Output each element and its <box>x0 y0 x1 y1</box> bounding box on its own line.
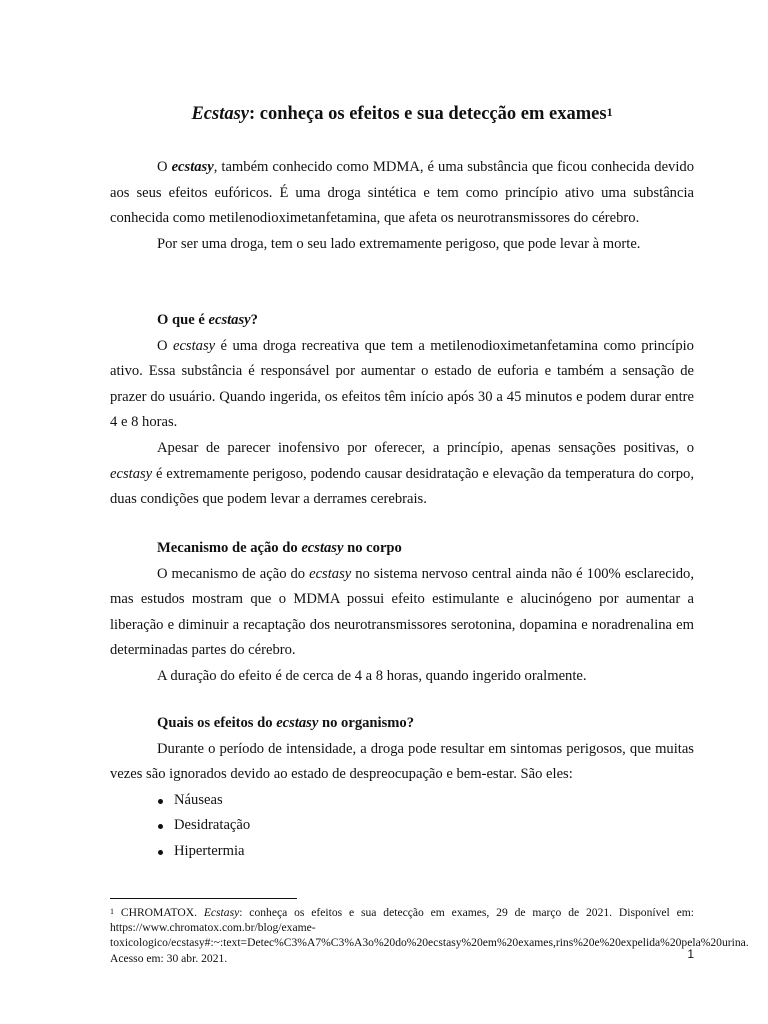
s1p2-text: é extremamente perigoso, podendo causar desidratação e elevação da temperatura do corpo, duas condições que podem levar a derrames cerebrais. <box>110 465 694 508</box>
intro-p1-text: , também conhecido como MDMA, é uma substância que ficou conhecida devido aos seus efeitos eufóricos. É uma droga sintética e tem como princípio ativo uma substância conhecida como metilenodioximetanfetamina, que afeta os neurotransmissores do cérebro. <box>110 159 694 227</box>
section1-paragraph-1 <box>110 334 694 436</box>
list-item: Hipertermia <box>157 839 694 865</box>
section-heading-mechanism <box>110 536 694 562</box>
footnote-emphasis: Ecstasy <box>203 906 240 919</box>
page-number: 1 <box>687 947 694 961</box>
section2-paragraph-2: A duração do efeito é de cerca de 4 a 8 horas, quando ingerido oralmente. <box>157 667 587 684</box>
title-rest: : conheça os efeitos e sua detecção em exames <box>249 104 607 124</box>
list-item: Desidratação <box>157 813 694 839</box>
section3-paragraph-1: Durante o período de intensidade, a droga pode resultar em sintomas perigosos, que muitas vezes são ignorados devido ao estado de despreocupação e bem-estar. São eles: <box>110 740 694 783</box>
heading3-emphasis: ecstasy <box>276 715 319 731</box>
effects-list <box>110 788 694 865</box>
s1p2-emphasis: ecstasy <box>110 465 153 482</box>
footnote-marker: 1 <box>110 907 114 916</box>
section-heading-what-is <box>110 308 694 334</box>
title-italic: Ecstasy <box>191 104 249 124</box>
heading1-lead: O que é <box>157 312 209 328</box>
footnote-text[interactable]: : conheça os efeitos e sua detecção em exames, 29 de março de 2021. Disponível em: https://www.chromatox.com.br/blog/exame-toxicologico/ecstasy#:~:text=Detec%C3%A7%C3%A3o%20do%20ecstasy%20em%20exames,rins%20e%20expelida%20pela%20urina. Acesso em: 30 abr. 2021. <box>110 906 749 965</box>
heading2-emphasis: ecstasy <box>301 540 344 556</box>
title-footnote-ref[interactable]: 1 <box>606 105 613 119</box>
section1-paragraph-2 <box>110 436 694 513</box>
heading2-lead: Mecanismo de ação do <box>157 540 302 556</box>
s1p2-lead: Apesar de parecer inofensivo por oferecer, a princípio, apenas sensações positivas, o <box>157 439 694 456</box>
s2p1-emphasis: ecstasy <box>309 565 352 582</box>
section-heading-effects <box>110 711 694 737</box>
section-effects <box>110 711 694 865</box>
section-what-is <box>110 308 694 513</box>
intro-paragraph-1 <box>110 155 694 232</box>
intro-paragraph-2: Por ser uma droga, tem o seu lado extremamente perigoso, que pode levar à morte. <box>157 235 641 252</box>
section2-paragraph-1 <box>110 562 694 664</box>
s2p1-lead: O mecanismo de ação do <box>157 565 310 582</box>
s1p1-emphasis: ecstasy <box>172 337 216 354</box>
footnote-separator <box>110 898 297 899</box>
heading1-emphasis: ecstasy <box>208 312 251 328</box>
intro-p1-emphasis: ecstasy <box>171 159 214 175</box>
intro-section <box>110 155 694 257</box>
heading3-lead: Quais os efeitos do <box>157 715 277 731</box>
s2p1-text: no sistema nervoso central ainda não é 100% esclarecido, mas estudos mostram que o MDMA possui efeito estimulante e alucinógeno por aumentar a liberação e diminuir a recaptação dos neurotransmissores serotonina, dopamina e noradrenalina em determinadas partes do cérebro. <box>110 565 694 659</box>
list-item: Náuseas <box>157 788 694 814</box>
footnote <box>110 905 749 966</box>
s1p1-text: é uma droga recreativa que tem a metilenodioximetanfetamina como princípio ativo. Essa substância é responsável por aumentar o estado de euforia e também a sensação de prazer do usuário. Quando ingerida, os efeitos têm início após 30 a 45 minutos e podem durar entre 4 e 8 horas. <box>110 337 694 431</box>
s1p1-lead: O <box>157 337 173 354</box>
intro-p1-lead: O <box>157 159 172 175</box>
heading2-tail: no corpo <box>343 540 402 556</box>
document-title <box>110 102 694 126</box>
section-mechanism <box>110 536 694 690</box>
heading3-tail: no organismo? <box>318 715 415 731</box>
footnote-lead: CHROMATOX. <box>114 906 204 919</box>
heading1-tail: ? <box>250 312 258 328</box>
